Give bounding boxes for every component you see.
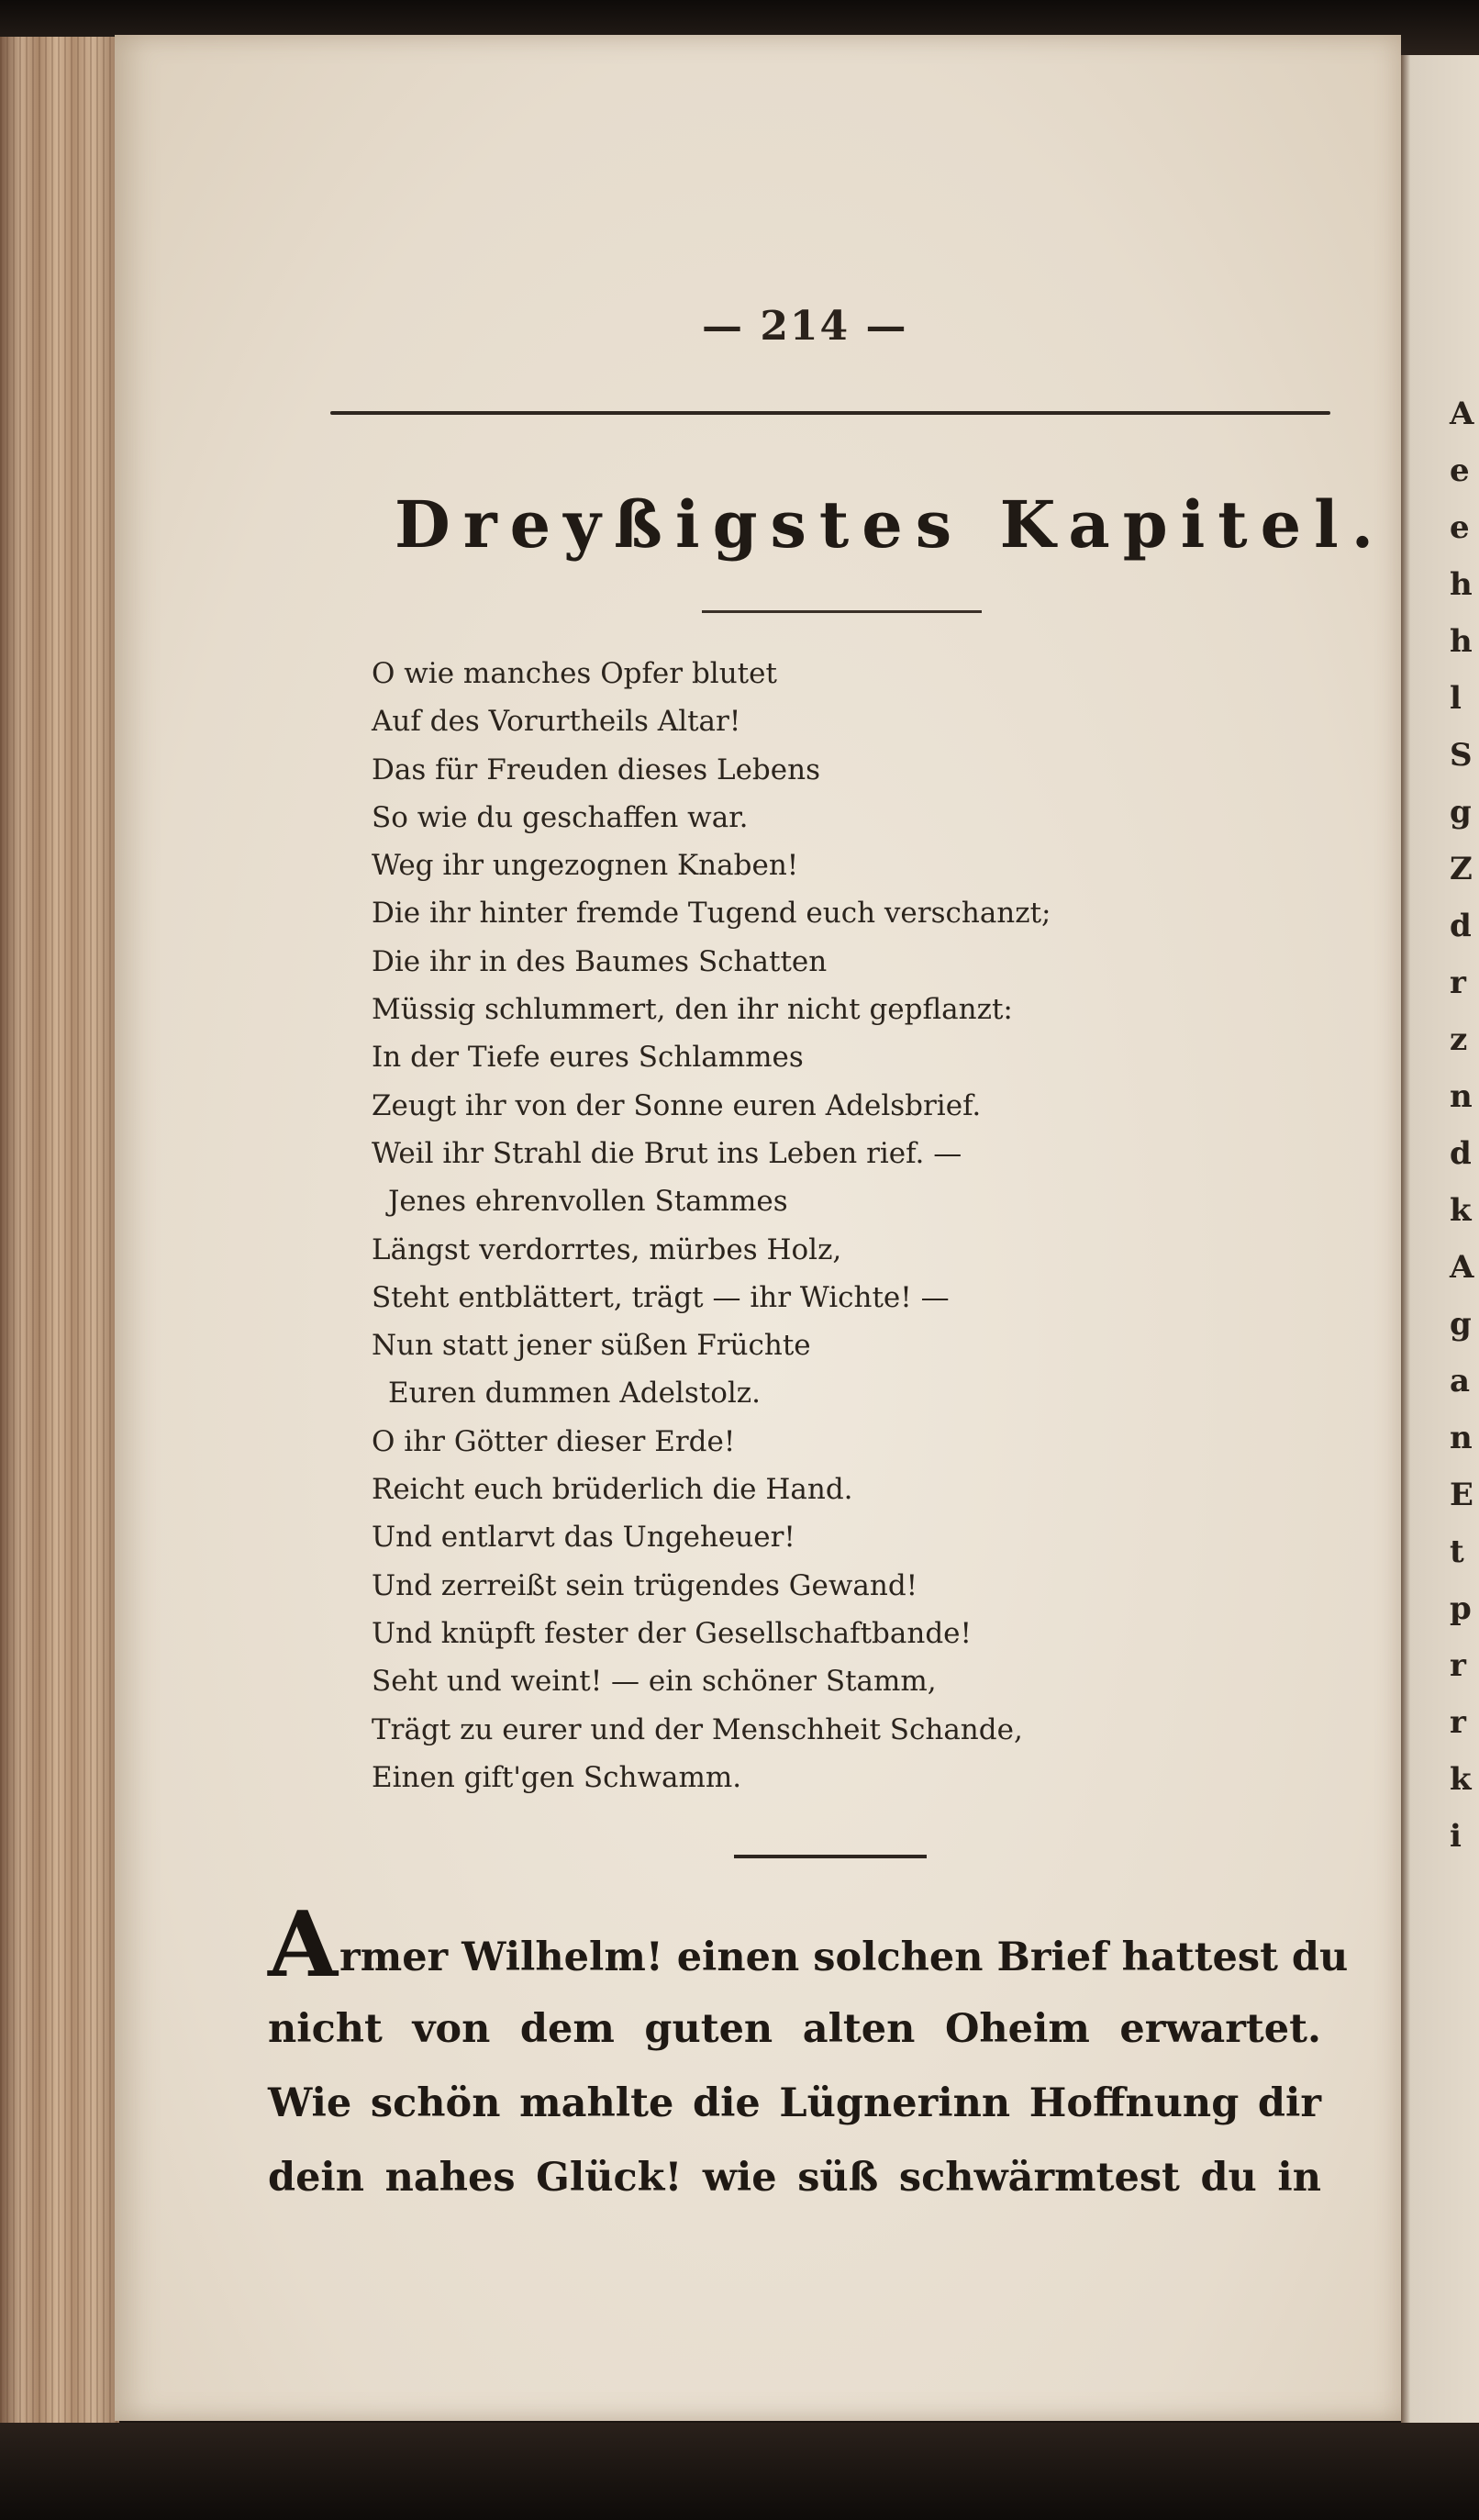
facing-page-letter: g xyxy=(1450,1306,1472,1343)
facing-page-letter: A xyxy=(1450,1249,1474,1286)
poem-line: Zeugt ihr von der Sonne euren Adelsbrief. xyxy=(372,1088,982,1122)
facing-page-letter: e xyxy=(1450,452,1470,489)
facing-page-letter: n xyxy=(1450,1078,1473,1115)
poem-line: Und knüpft fester der Gesellschaftbande! xyxy=(372,1616,972,1650)
poem-line: So wie du geschaffen war. xyxy=(372,800,749,834)
poem-line: Die ihr in des Baumes Schatten xyxy=(372,944,828,978)
facing-page-letter: t xyxy=(1450,1533,1464,1570)
facing-page-letter: n xyxy=(1450,1420,1473,1456)
facing-page-text-fragments xyxy=(1450,385,1477,1865)
prose-line: Wie schön mahlte die Lügnerinn Hoffnung dir xyxy=(268,2080,1321,2126)
facing-page-letter: A xyxy=(1450,396,1474,432)
facing-page-letter: E xyxy=(1450,1477,1473,1513)
poem-line: Weg ihr ungezognen Knaben! xyxy=(372,849,799,883)
facing-page-letter: S xyxy=(1450,737,1473,774)
poem-line: Und zerreißt sein trügendes Gewand! xyxy=(372,1568,918,1602)
poem-line: Euren dummen Adelstolz. xyxy=(388,1377,761,1411)
facing-page-letter: d xyxy=(1450,908,1472,944)
facing-page-letter: r xyxy=(1450,1647,1466,1684)
facing-page-letter: h xyxy=(1450,566,1473,603)
title-ornament-rule xyxy=(702,610,982,613)
poem-line: Auf des Vorurtheils Altar! xyxy=(372,705,741,739)
poem-line: Und entlarvt das Ungeheuer! xyxy=(372,1521,795,1555)
poem-line: Weil ihr Strahl die Brut ins Leben rief. — xyxy=(372,1136,962,1170)
scan-bottom-shadow xyxy=(0,2423,1479,2520)
poem-line: Steht entblättert, trägt — ihr Wichte! — xyxy=(372,1280,950,1314)
poem xyxy=(372,650,1179,1801)
header-rule xyxy=(330,411,1330,415)
poem-line: Reicht euch brüderlich die Hand. xyxy=(372,1473,853,1507)
page-number: — 214 — xyxy=(702,303,908,350)
facing-page-letter: p xyxy=(1450,1590,1472,1627)
facing-page-letter: k xyxy=(1450,1192,1472,1229)
facing-page-letter: i xyxy=(1450,1818,1462,1855)
poem-line: Trägt zu eurer und der Menschheit Schande, xyxy=(372,1712,1023,1746)
poem-line: Die ihr hinter fremde Tugend euch verschanzt; xyxy=(372,897,1051,931)
poem-line: In der Tiefe eures Schlammes xyxy=(372,1041,804,1075)
facing-page-letter: r xyxy=(1450,965,1466,1001)
chapter-title: Dreyßigstes Kapitel. xyxy=(395,486,1387,563)
section-divider-rule xyxy=(734,1855,927,1858)
facing-page-letter: l xyxy=(1450,680,1462,717)
facing-page-letter: z xyxy=(1450,1021,1468,1058)
facing-page-letter: Z xyxy=(1450,851,1473,887)
prose-line xyxy=(268,1892,1349,1998)
poem-line: Einen gift'gen Schwamm. xyxy=(372,1760,742,1794)
facing-page-letter: g xyxy=(1450,794,1472,831)
prose-line: nicht von dem guten alten Oheim erwartet. xyxy=(268,2006,1321,2052)
facing-page-letter: a xyxy=(1450,1363,1471,1399)
poem-line: O ihr Götter dieser Erde! xyxy=(372,1424,736,1458)
poem-line: Das für Freuden dieses Lebens xyxy=(372,753,820,786)
facing-page-letter: e xyxy=(1450,509,1470,546)
poem-line: Jenes ehrenvollen Stammes xyxy=(388,1185,788,1219)
prose-line: dein nahes Glück! wie süß schwärmtest du in xyxy=(268,2155,1321,2201)
poem-line: O wie manches Opfer blutet xyxy=(372,657,777,690)
book-page-edges xyxy=(0,37,119,2432)
poem-line: Müssig schlummert, den ihr nicht gepflanzt: xyxy=(372,993,1013,1027)
facing-page-letter: r xyxy=(1450,1704,1466,1741)
poem-line: Seht und weint! — ein schöner Stamm, xyxy=(372,1665,937,1699)
drop-cap: A xyxy=(268,1892,339,1998)
facing-page-letter: d xyxy=(1450,1135,1472,1172)
prose-paragraph xyxy=(268,1892,1349,2215)
poem-line: Nun statt jener süßen Früchte xyxy=(372,1329,811,1363)
poem-line: Längst verdorrtes, mürbes Holz, xyxy=(372,1232,842,1266)
facing-page-letter: h xyxy=(1450,623,1473,660)
prose-line-text: rmer Wilhelm! einen solchen Brief hattest du xyxy=(339,1935,1349,1980)
facing-page-letter: k xyxy=(1450,1761,1472,1798)
